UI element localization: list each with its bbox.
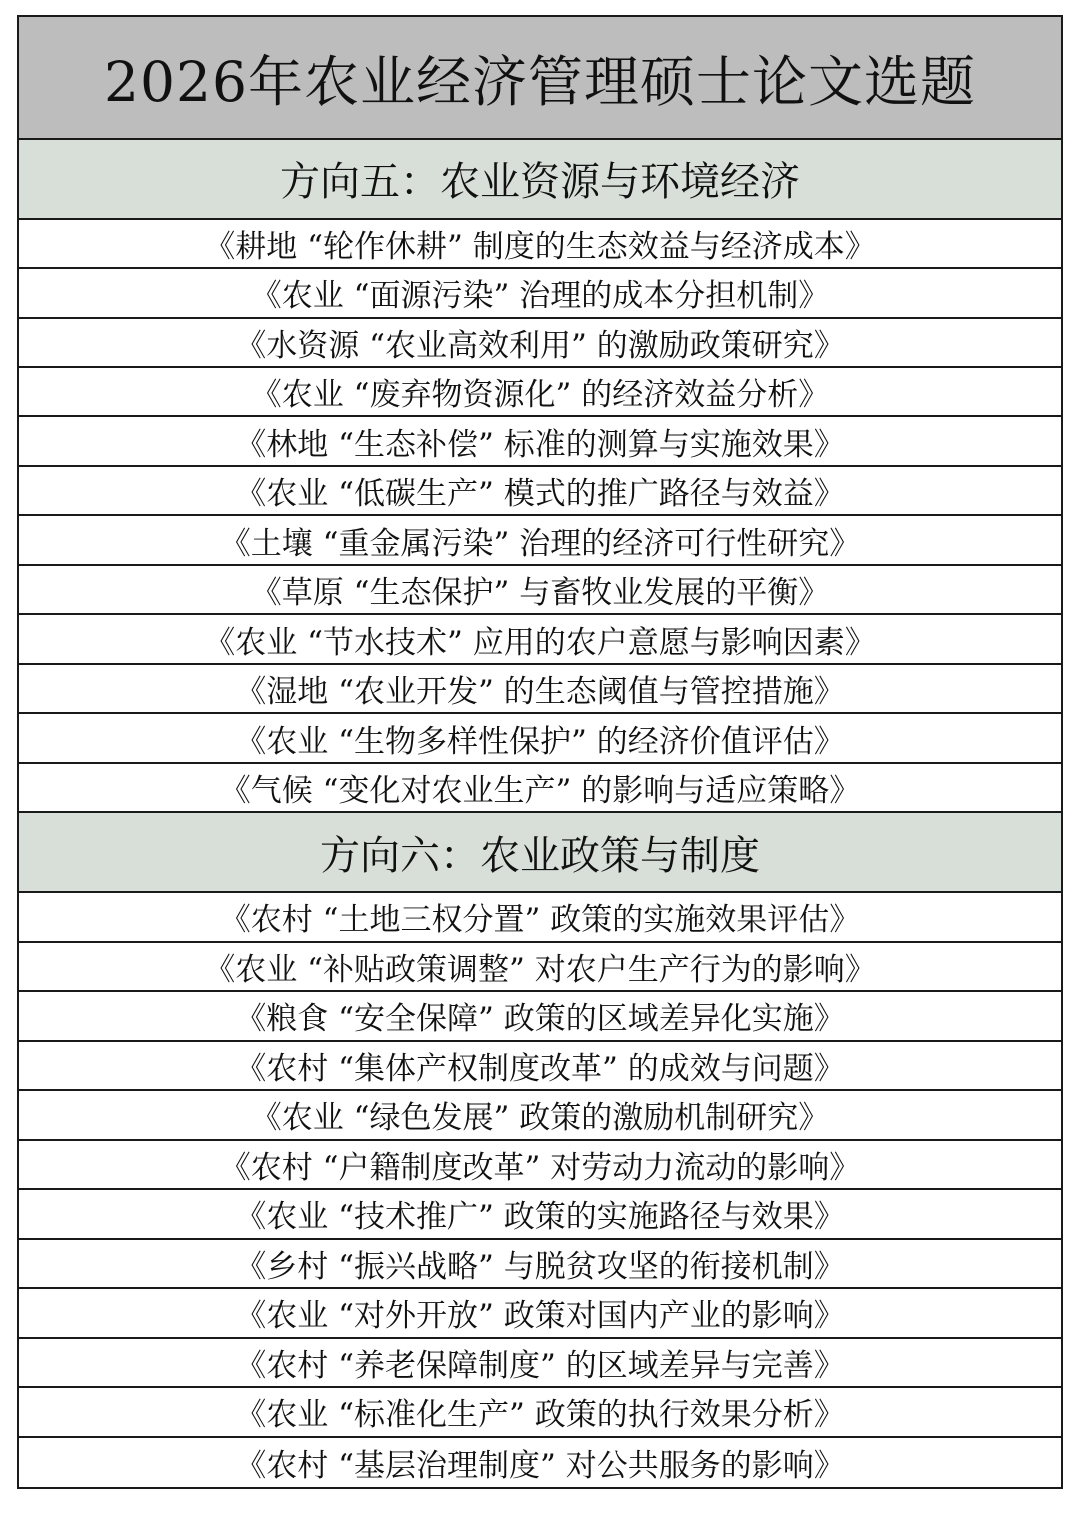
table-row: 《农业 “废弃物资源化” 的经济效益分析》 (19, 368, 1061, 417)
table-row: 《草原 “生态保护” 与畜牧业发展的平衡》 (19, 566, 1061, 615)
table-row: 《农业 “生物多样性保护” 的经济价值评估》 (19, 714, 1061, 763)
page-title: 2026年农业经济管理硕士论文选题 (19, 17, 1061, 140)
table-row: 《农业 “对外开放” 政策对国内产业的影响》 (19, 1289, 1061, 1338)
table-row: 《农村 “基层治理制度” 对公共服务的影响》 (235, 1447, 845, 1484)
section-heading-6: 方向六：农业政策与制度 (19, 813, 1061, 893)
table-row: 《农业 “节水技术” 应用的农户意愿与影响因素》 (19, 615, 1061, 664)
table-row: 《湿地 “农业开发” 的生态阈值与管控措施》 (19, 665, 1061, 714)
table-row: 《农业 “绿色发展” 政策的激励机制研究》 (19, 1091, 1061, 1140)
table-row: 《农村 “户籍制度改革” 对劳动力流动的影响》 (19, 1141, 1061, 1190)
table-row: 《农业 “面源污染” 治理的成本分担机制》 (19, 269, 1061, 318)
table-row: 《粮食 “安全保障” 政策的区域差异化实施》 (19, 992, 1061, 1041)
table-row: 《农业 “补贴政策调整” 对农户生产行为的影响》 (19, 943, 1061, 992)
table-row: 《耕地 “轮作休耕” 制度的生态效益与经济成本》 (19, 220, 1061, 269)
table-row: 《农村 “集体产权制度改革” 的成效与问题》 (19, 1042, 1061, 1091)
table-row: 《气候 “变化对农业生产” 的影响与适应策略》 (19, 764, 1061, 813)
table-row: 《水资源 “农业高效利用” 的激励政策研究》 (19, 319, 1061, 368)
table-row: 《农村 “土地三权分置” 政策的实施效果评估》 (19, 893, 1061, 942)
table-row: 《农业 “技术推广” 政策的实施路径与效果》 (19, 1190, 1061, 1239)
table-row: 《林地 “生态补偿” 标准的测算与实施效果》 (19, 417, 1061, 466)
table-row: 《农业 “标准化生产” 政策的执行效果分析》 (19, 1388, 1061, 1437)
topic-table (17, 15, 1063, 1489)
table-row: 《农村 “养老保障制度” 的区域差异与完善》 (19, 1339, 1061, 1388)
section-heading-5: 方向五：农业资源与环境经济 (19, 140, 1061, 220)
table-row: 《土壤 “重金属污染” 治理的经济可行性研究》 (19, 516, 1061, 565)
table-row: 《乡村 “振兴战略” 与脱贫攻坚的衔接机制》 (19, 1240, 1061, 1289)
table-row: 《农业 “低碳生产” 模式的推广路径与效益》 (19, 467, 1061, 516)
